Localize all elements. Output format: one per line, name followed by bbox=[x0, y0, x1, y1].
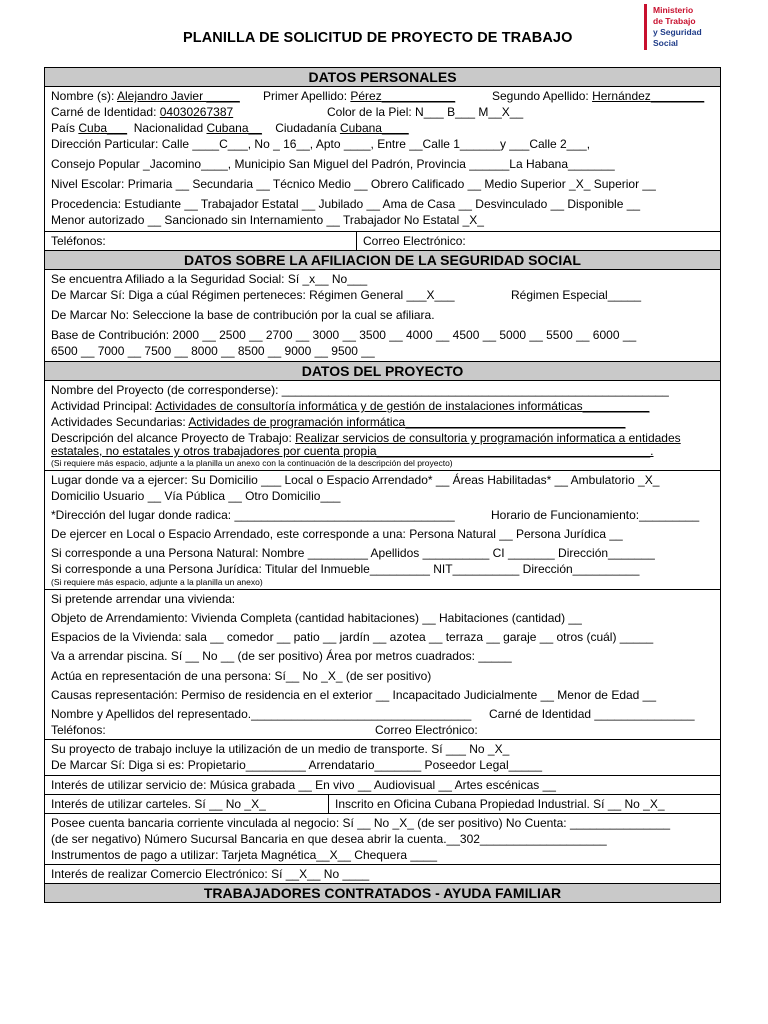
housing-row-1: Si pretende arrendar una vivienda: bbox=[51, 592, 236, 606]
bank-account-section bbox=[45, 814, 720, 865]
housing-row-4[interactable]: Va a arrendar piscina. Sí __ No __ (de ser positivo) Área por metros cuadrados: _____ bbox=[51, 649, 512, 663]
country-value[interactable]: Cuba bbox=[78, 121, 108, 135]
secondary-activities-value[interactable]: Actividades de programación informática bbox=[188, 415, 406, 429]
main-activity-row[interactable]: Actividad Principal: Actividades de consultoría informática y de gestión de instalaciones informáticas__________ bbox=[51, 399, 650, 413]
id-row[interactable]: Carné de Identidad: 04030267387 Color de la Piel: N___ B___ M__X__ bbox=[51, 105, 524, 119]
name-row[interactable]: Nombre (s): Alejandro Javier _____ Primer Apellido: Pérez___________ Segundo Apellido: Hernández________ bbox=[51, 89, 705, 103]
project-name-row[interactable]: Nombre del Proyecto (de corresponderse): __________________________________________________________ bbox=[51, 383, 669, 397]
workplace-note: (Si requiere más espacio, adjunte a la planilla un anexo) bbox=[51, 577, 263, 587]
transport-row-1[interactable]: Su proyecto de trabajo incluye la utilización de un medio de transporte. Sí ___ No _X_ bbox=[51, 742, 510, 756]
regime-row[interactable]: De Marcar Sí: Diga a cúal Régimen perteneces: Régimen General ___X___ Régimen Especial_____ bbox=[51, 288, 642, 302]
project-description-section bbox=[45, 381, 720, 471]
scope-description-value[interactable]: Realizar servicios de consultoria y programación informatica a entidades bbox=[295, 431, 681, 445]
payment-instruments-row[interactable]: Instrumentos de pago a utilizar: Tarjeta Magnética__X__ Chequera ____ bbox=[51, 848, 438, 862]
country-row[interactable]: País Cuba___ Nacionalidad Cubana__ Ciudadanía Cubana____ bbox=[51, 121, 409, 135]
bank-account-row-2[interactable]: (de ser negativo) Número Sucursal Bancaria en que desea abrir la cuenta.__302___________________ bbox=[51, 832, 607, 846]
bank-account-row-1[interactable]: Posee cuenta bancaria corriente vinculada al negocio: Sí __ No _X_ (de ser positivo) No Cuenta: _______________ bbox=[51, 816, 671, 830]
description-note: (Si requiere más espacio, adjunte a la planilla un anexo con la continuación de la descripción del proyecto) bbox=[51, 458, 453, 468]
workplace-row-1[interactable]: Lugar donde va a ejercer: Su Domicilio ___ Local o Espacio Arrendado* __ Áreas Habilitadas* __ Ambulatorio _X_ bbox=[51, 473, 660, 487]
section-header-personal: DATOS PERSONALES bbox=[45, 68, 720, 87]
workplace-address-row[interactable]: *Dirección del lugar donde radica: _________________________________ Horario de Funcionamiento:_________ bbox=[51, 508, 700, 522]
ministry-logo bbox=[644, 4, 708, 50]
nationality-value[interactable]: Cubana bbox=[206, 121, 249, 135]
contribution-base-row-1[interactable]: Base de Contribución: 2000 __ 2500 __ 2700 __ 3000 __ 3500 __ 4000 __ 4500 __ 5000 __ 5500 __ 6000 __ bbox=[51, 328, 637, 342]
email-field[interactable]: Correo Electrónico: bbox=[363, 234, 466, 248]
housing-row-3[interactable]: Espacios de la Vivienda: sala __ comedor __ patio __ jardín __ azotea __ terraza __ garaje __ otros (cuál) _____ bbox=[51, 630, 654, 644]
origin-row-2[interactable]: Menor autorizado __ Sancionado sin Internamiento __ Trabajador No Estatal _X_ bbox=[51, 213, 484, 227]
workplace-row-2[interactable]: Domicilio Usuario __ Vía Pública __ Otro Domicilio___ bbox=[51, 489, 341, 503]
phones-field[interactable]: Teléfonos: bbox=[45, 232, 357, 250]
contact-row bbox=[45, 232, 720, 251]
social-security-section bbox=[45, 270, 720, 362]
section-header-social-security: DATOS SOBRE LA AFILIACION DE LA SEGURIDAD SOCIAL bbox=[45, 251, 720, 270]
representation-contact-row[interactable]: Teléfonos: Correo Electrónico: bbox=[51, 723, 478, 737]
first-surname-value[interactable]: Pérez bbox=[350, 89, 382, 103]
housing-rental-section bbox=[45, 590, 720, 740]
representation-row-1[interactable]: Actúa en representación de una persona: Sí__ No _X_ (de ser positivo) bbox=[51, 669, 432, 683]
workplace-section bbox=[45, 471, 720, 590]
transport-row-2[interactable]: De Marcar Sí: Diga si es: Propietario_________ Arrendatario_______ Poseedor Legal_____ bbox=[51, 758, 542, 772]
first-name-value[interactable]: Alejandro Javier bbox=[117, 89, 207, 103]
transport-section bbox=[45, 740, 720, 776]
contribution-base-row-2[interactable]: 6500 __ 7000 __ 7500 __ 8000 __ 8500 __ 9000 __ 9500 __ bbox=[51, 344, 375, 358]
council-row[interactable]: Consejo Popular _Jacomino____, Municipio San Miguel del Padrón, Provincia ______La Habana_______ bbox=[51, 157, 615, 171]
music-services-row: Interés de utilizar servicio de: Música grabada __ En vivo __ Audiovisual __ Artes escénicas __ bbox=[45, 776, 720, 795]
citizenship-value[interactable]: Cubana bbox=[339, 121, 382, 135]
affiliated-row[interactable]: Se encuentra Afiliado a la Seguridad Social: Sí _x__ No___ bbox=[51, 272, 368, 286]
contribution-note-row: De Marcar No: Seleccione la base de contribución por la cual se afiliara. bbox=[51, 308, 435, 322]
address-row[interactable]: Dirección Particular: Calle ____C___, No _ 16__, Apto ____, Entre __Calle 1______y ___Calle 2___, bbox=[51, 137, 591, 151]
personal-data-section bbox=[45, 87, 720, 232]
natural-person-row[interactable]: Si corresponde a una Persona Natural: Nombre _________ Apellidos __________ CI _______ Dirección_______ bbox=[51, 546, 655, 560]
industrial-property-field[interactable]: Inscrito en Oficina Cubana Propiedad Industrial. Sí __ No _X_ bbox=[335, 797, 665, 811]
ecommerce-row: Interés de realizar Comercio Electrónico: Sí __X__ No ____ bbox=[45, 865, 720, 884]
id-number-value[interactable]: 04030267387 bbox=[159, 105, 234, 119]
section-header-workers: TRABAJADORES CONTRATADOS - AYUDA FAMILIAR bbox=[45, 884, 720, 902]
second-surname-value[interactable]: Hernández bbox=[592, 89, 651, 103]
application-form bbox=[44, 67, 721, 903]
scope-description-row-2[interactable]: estatales, no estatales y otros trabajadores por cuenta propia_________________________________________. bbox=[51, 444, 654, 458]
main-activity-value[interactable]: Actividades de consultoría informática y de gestión de instalaciones informáticas bbox=[155, 399, 583, 413]
housing-row-2[interactable]: Objeto de Arrendamiento: Vivienda Completa (cantidad habitaciones) __ Habitaciones (cantidad) __ bbox=[51, 611, 582, 625]
secondary-activities-row[interactable]: Actividades Secundarias: Actividades de programación informática_________________________________ bbox=[51, 415, 626, 429]
logo-bar bbox=[644, 4, 647, 50]
rented-place-row[interactable]: De ejercer en Local o Espacio Arrendado, este corresponde a una: Persona Natural __ Persona Jurídica __ bbox=[51, 527, 623, 541]
representation-row-3[interactable]: Nombre y Apellidos del representado._________________________________ Carné de Identidad _______________ bbox=[51, 707, 695, 721]
posters-field[interactable]: Interés de utilizar carteles. Sí __ No _X_ bbox=[45, 795, 329, 813]
opening-hours-field[interactable]: Horario de Funcionamiento:_________ bbox=[491, 508, 700, 522]
logo-text: Ministerio de Trabajo y Seguridad Social bbox=[653, 5, 702, 48]
section-header-project: DATOS DEL PROYECTO bbox=[45, 362, 720, 381]
scope-description-row-1[interactable]: Descripción del alcance Proyecto de Trabajo: Realizar servicios de consultoria y programación informatica a entidades bbox=[51, 431, 681, 445]
legal-person-row[interactable]: Si corresponde a una Persona Jurídica: Titular del Inmueble_________ NIT__________ Dirección__________ bbox=[51, 562, 640, 576]
skin-color-field[interactable]: Color de la Piel: N___ B___ M__X__ bbox=[327, 105, 524, 119]
representation-row-2[interactable]: Causas representación: Permiso de residencia en el exterior __ Incapacitado Judicialmente __ Menor de Edad __ bbox=[51, 688, 657, 702]
posters-row bbox=[45, 795, 720, 814]
education-level-row[interactable]: Nivel Escolar: Primaria __ Secundaria __ Técnico Medio __ Obrero Calificado __ Medio Superior _X_ Superior __ bbox=[51, 177, 656, 191]
document-title: PLANILLA DE SOLICITUD DE PROYECTO DE TRABAJO bbox=[183, 30, 573, 46]
origin-row-1[interactable]: Procedencia: Estudiante __ Trabajador Estatal __ Jubilado __ Ama de Casa __ Desvinculado __ Disponible __ bbox=[51, 197, 641, 211]
